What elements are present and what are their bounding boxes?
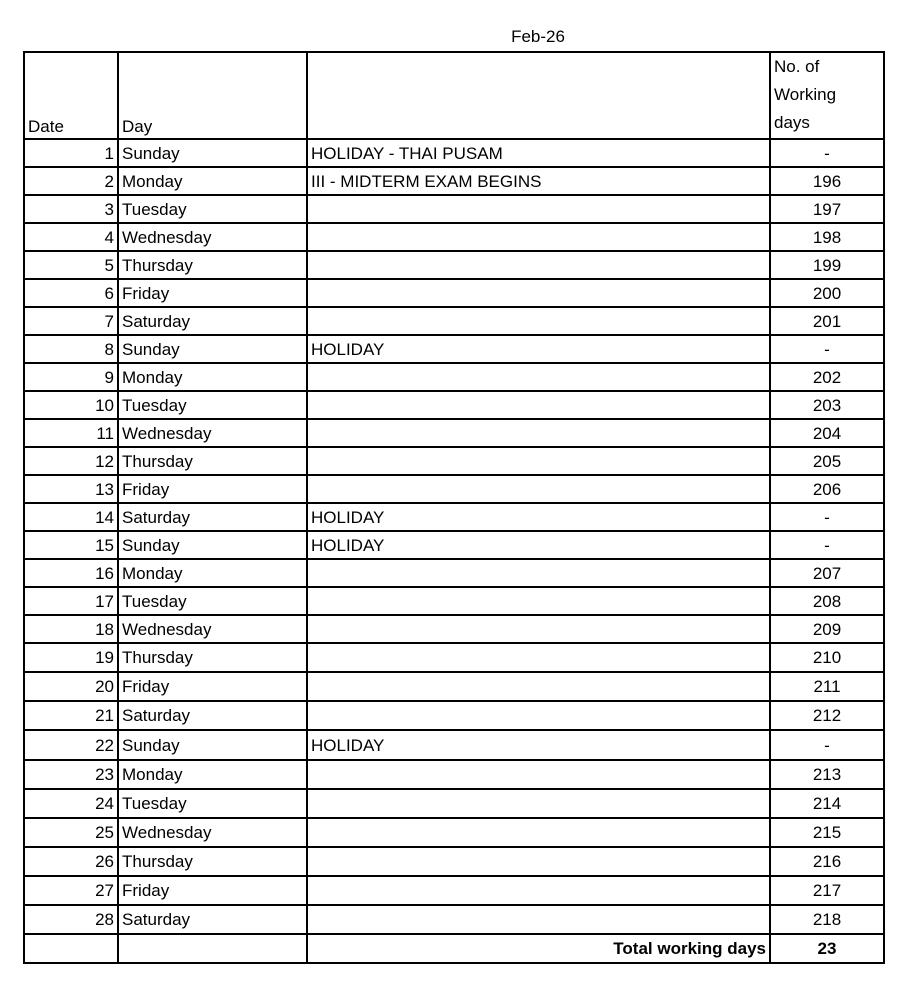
working-day-cell: 213 [770, 760, 884, 789]
day-cell: Monday [118, 167, 307, 195]
day-cell: Saturday [118, 307, 307, 335]
table-row [24, 760, 884, 789]
working-day-cell: 217 [770, 876, 884, 905]
date-cell: 4 [24, 223, 118, 251]
date-cell: 21 [24, 701, 118, 730]
date-cell: 1 [24, 139, 118, 167]
total-value: 23 [770, 934, 884, 963]
date-cell: 25 [24, 818, 118, 847]
event-cell [307, 615, 770, 643]
event-cell: HOLIDAY - THAI PUSAM [307, 139, 770, 167]
event-cell [307, 251, 770, 279]
date-cell: 28 [24, 905, 118, 934]
event-cell [307, 760, 770, 789]
event-cell [307, 643, 770, 672]
day-cell: Saturday [118, 905, 307, 934]
working-day-cell: 206 [770, 475, 884, 503]
working-day-cell: 216 [770, 847, 884, 876]
event-cell [307, 847, 770, 876]
working-day-cell: 218 [770, 905, 884, 934]
day-cell: Friday [118, 279, 307, 307]
working-day-cell: - [770, 531, 884, 559]
header-date: Date [24, 52, 118, 139]
working-day-cell: 203 [770, 391, 884, 419]
event-cell [307, 363, 770, 391]
date-cell: 23 [24, 760, 118, 789]
table-row [24, 818, 884, 847]
event-cell [307, 876, 770, 905]
day-cell: Tuesday [118, 391, 307, 419]
table-row [24, 475, 884, 503]
date-cell: 10 [24, 391, 118, 419]
header-working-days [770, 52, 884, 139]
working-day-cell: - [770, 139, 884, 167]
event-cell [307, 789, 770, 818]
table-row [24, 876, 884, 905]
date-cell: 15 [24, 531, 118, 559]
date-cell: 26 [24, 847, 118, 876]
day-cell: Saturday [118, 503, 307, 531]
event-cell [307, 701, 770, 730]
date-cell: 11 [24, 419, 118, 447]
event-cell [307, 223, 770, 251]
header-event [307, 52, 770, 139]
table-row [24, 672, 884, 701]
header-working-days-line1: No. of [774, 57, 820, 76]
day-cell: Friday [118, 475, 307, 503]
table-row [24, 847, 884, 876]
table-row [24, 195, 884, 223]
total-row [24, 934, 884, 963]
table-row [24, 447, 884, 475]
header-row [24, 52, 884, 139]
date-cell: 27 [24, 876, 118, 905]
working-day-cell: 215 [770, 818, 884, 847]
day-cell: Monday [118, 559, 307, 587]
date-cell: 12 [24, 447, 118, 475]
total-empty-date [24, 934, 118, 963]
working-day-cell: 212 [770, 701, 884, 730]
date-cell: 13 [24, 475, 118, 503]
table-row [24, 223, 884, 251]
date-cell: 6 [24, 279, 118, 307]
date-cell: 16 [24, 559, 118, 587]
table-row [24, 587, 884, 615]
working-day-cell: 201 [770, 307, 884, 335]
header-working-days-line2: Working [774, 85, 837, 104]
event-cell [307, 391, 770, 419]
table-row [24, 391, 884, 419]
day-cell: Friday [118, 876, 307, 905]
date-cell: 17 [24, 587, 118, 615]
working-day-cell: 198 [770, 223, 884, 251]
table-row [24, 167, 884, 195]
date-cell: 3 [24, 195, 118, 223]
date-cell: 19 [24, 643, 118, 672]
day-cell: Saturday [118, 701, 307, 730]
working-day-cell: 214 [770, 789, 884, 818]
day-cell: Sunday [118, 335, 307, 363]
working-day-cell: 197 [770, 195, 884, 223]
date-cell: 22 [24, 730, 118, 760]
table-row [24, 307, 884, 335]
day-cell: Tuesday [118, 789, 307, 818]
day-cell: Wednesday [118, 818, 307, 847]
working-day-cell: 205 [770, 447, 884, 475]
day-cell: Sunday [118, 531, 307, 559]
day-cell: Sunday [118, 139, 307, 167]
day-cell: Monday [118, 760, 307, 789]
event-cell [307, 587, 770, 615]
event-cell [307, 419, 770, 447]
day-cell: Thursday [118, 847, 307, 876]
table-row [24, 139, 884, 167]
working-day-cell: 200 [770, 279, 884, 307]
day-cell: Monday [118, 363, 307, 391]
day-cell: Thursday [118, 643, 307, 672]
header-working-days-line3: days [774, 113, 810, 132]
day-cell: Wednesday [118, 223, 307, 251]
header-day: Day [118, 52, 307, 139]
working-day-cell: 196 [770, 167, 884, 195]
working-day-cell: - [770, 730, 884, 760]
date-cell: 14 [24, 503, 118, 531]
working-day-cell: 204 [770, 419, 884, 447]
event-cell [307, 559, 770, 587]
table-row [24, 615, 884, 643]
date-cell: 18 [24, 615, 118, 643]
table-row [24, 730, 884, 760]
working-day-cell: 199 [770, 251, 884, 279]
date-cell: 2 [24, 167, 118, 195]
event-cell [307, 307, 770, 335]
date-cell: 24 [24, 789, 118, 818]
day-cell: Thursday [118, 447, 307, 475]
working-day-cell: - [770, 503, 884, 531]
event-cell [307, 818, 770, 847]
event-cell [307, 195, 770, 223]
table-row [24, 701, 884, 730]
table-row [24, 789, 884, 818]
event-cell [307, 447, 770, 475]
working-day-cell: 210 [770, 643, 884, 672]
calendar-table [23, 51, 885, 964]
day-cell: Wednesday [118, 615, 307, 643]
day-cell: Tuesday [118, 587, 307, 615]
day-cell: Tuesday [118, 195, 307, 223]
event-cell: HOLIDAY [307, 335, 770, 363]
event-cell: III - MIDTERM EXAM BEGINS [307, 167, 770, 195]
day-cell: Thursday [118, 251, 307, 279]
total-label: Total working days [307, 934, 770, 963]
working-day-cell: 208 [770, 587, 884, 615]
working-day-cell: 202 [770, 363, 884, 391]
month-title: Feb-26 [511, 27, 565, 46]
table-row [24, 251, 884, 279]
event-cell [307, 475, 770, 503]
event-cell [307, 905, 770, 934]
working-day-cell: - [770, 335, 884, 363]
event-cell: HOLIDAY [307, 503, 770, 531]
day-cell: Wednesday [118, 419, 307, 447]
date-cell: 20 [24, 672, 118, 701]
table-row [24, 905, 884, 934]
table-row [24, 503, 884, 531]
event-cell [307, 672, 770, 701]
event-cell: HOLIDAY [307, 730, 770, 760]
table-row [24, 363, 884, 391]
working-day-cell: 211 [770, 672, 884, 701]
date-cell: 7 [24, 307, 118, 335]
working-day-cell: 207 [770, 559, 884, 587]
working-day-cell: 209 [770, 615, 884, 643]
date-cell: 8 [24, 335, 118, 363]
table-row [24, 279, 884, 307]
table-row [24, 643, 884, 672]
date-cell: 5 [24, 251, 118, 279]
table-row [24, 531, 884, 559]
date-cell: 9 [24, 363, 118, 391]
table-row [24, 559, 884, 587]
day-cell: Sunday [118, 730, 307, 760]
table-row [24, 335, 884, 363]
event-cell [307, 279, 770, 307]
table-row [24, 419, 884, 447]
event-cell: HOLIDAY [307, 531, 770, 559]
day-cell: Friday [118, 672, 307, 701]
total-empty-day [118, 934, 307, 963]
